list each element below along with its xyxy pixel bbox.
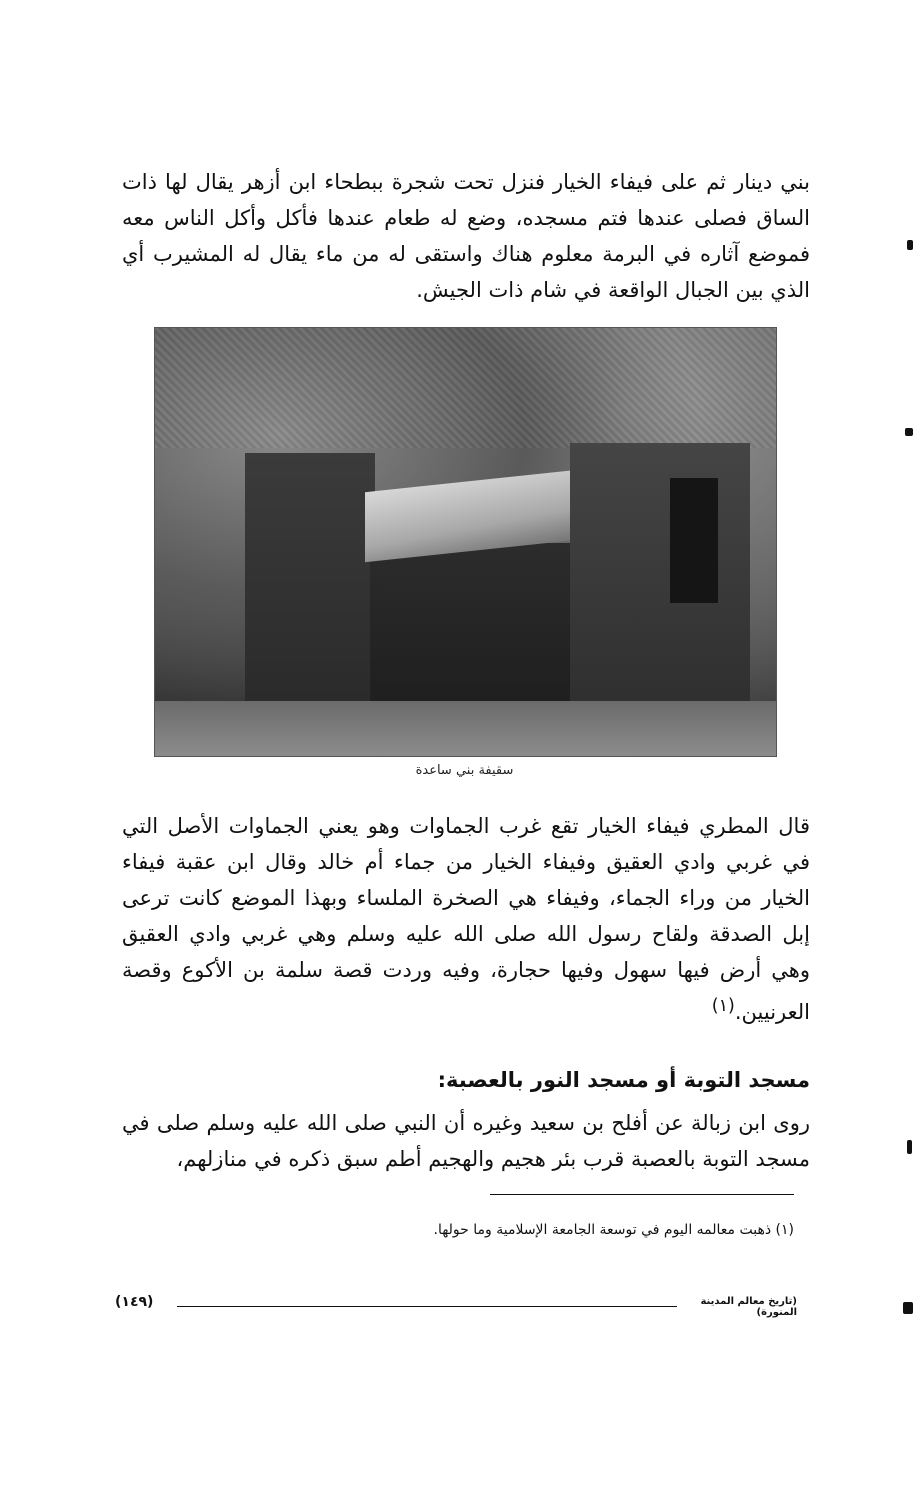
- photo-left-wall: [245, 453, 375, 713]
- footnote: (١) ذهبت معالمه اليوم في توسعة الجامعة الإسلامية وما حولها.: [433, 1222, 794, 1238]
- paragraph-intro: بني دينار ثم على فيفاء الخيار فنزل تحت شجرة ببطحاء ابن أزهر يقال لها ذات الساق فصلى عندها فتم مسجده، وضع له طعام عندها فأكل وأكل الناس معه فموضع آثاره في البرمة معلوم هناك واستقى له من ماء يقال له المشيرب أي الذي بين الجبال الواقعة في شام ذات الجيش.: [122, 170, 810, 302]
- page-number: (١٤٩): [115, 1294, 154, 1310]
- footer-book-title: (تاريخ معالم المدينة المنورة): [700, 1296, 797, 1318]
- scan-mark: [907, 240, 913, 250]
- paragraph-tawba: روى ابن زبالة عن أفلح بن سعيد وغيره أن النبي صلى الله عليه وسلم صلى في مسجد التوبة بالعصبة قرب بئر هجيم والهجيم أطم سبق ذكره في منازلهم،: [122, 1111, 810, 1171]
- photo-ground: [155, 701, 776, 756]
- photo-caption: سقيفة بني ساعدة: [415, 763, 514, 778]
- photo-middle-wall: [370, 543, 575, 703]
- scan-mark: [907, 1140, 912, 1154]
- photo-doorway: [670, 478, 718, 603]
- scan-mark: [905, 428, 913, 436]
- saqifa-photo: [154, 327, 777, 757]
- scan-mark: [903, 1302, 913, 1314]
- section-heading: مسجد التوبة أو مسجد النور بالعصبة:: [437, 1068, 810, 1092]
- footnote-reference: (١): [711, 996, 735, 1016]
- photo-right-wall: [570, 443, 750, 708]
- paragraph-fayfa-text: قال المطري فيفاء الخيار تقع غرب الجماوات وهو يعني الجماوات الأصل التي في غربي وادي العقيق وفيفاء الخيار من جماء أم خالد وقال ابن عقبة فيفاء الخيار من وراء الجماء، وفيفاء هي الصخرة الملساء وبهذا الموضع كانت ترعى إبل الصدقة ولقاح رسول الله صلى الله عليه وسلم وهي غربي وادي العقيق وهي أرض فيها سهول وفيها حجارة، وفيه وردت قصة سلمة بن الأكوع وقصة العرنيين.: [122, 814, 810, 1024]
- paragraph-fayfa: [122, 808, 810, 1030]
- photo-sky: [155, 328, 776, 448]
- footer-rule: [177, 1306, 677, 1307]
- footnote-divider: [490, 1194, 794, 1195]
